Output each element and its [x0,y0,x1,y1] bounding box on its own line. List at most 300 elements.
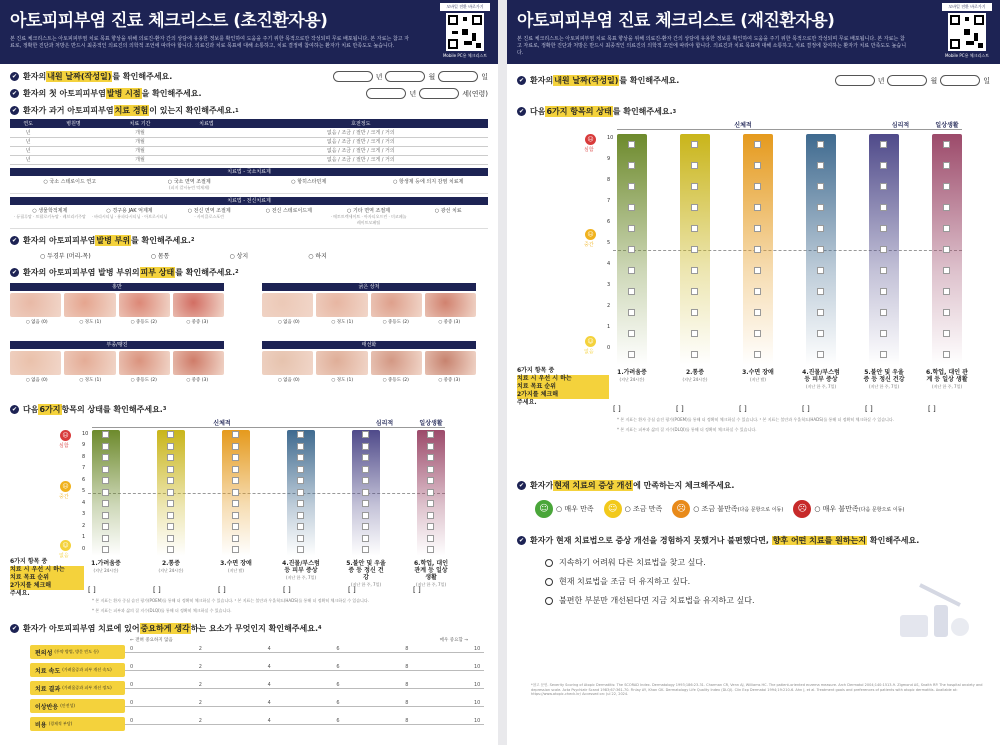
score-checkbox[interactable] [427,523,434,530]
severity-radio[interactable]: ○ 없음 (0) [277,377,300,383]
option-label: ○ 생물학적제제 [32,207,68,214]
scale-tick[interactable]: 2 [198,700,202,706]
score-checkbox[interactable] [232,431,239,438]
scale-tick[interactable]: 2 [198,646,202,652]
qr-block[interactable] [942,3,992,59]
score-checkbox[interactable] [628,204,635,211]
treatment-option[interactable] [10,178,130,191]
day-field[interactable] [940,75,980,86]
score-checkbox[interactable] [943,204,950,211]
scale-tick[interactable]: 0 [130,700,134,706]
score-checkbox[interactable] [362,535,369,542]
face-icon: ☺ [60,540,71,551]
treatment-option[interactable] [90,207,170,226]
score-checkbox[interactable] [628,288,635,295]
satisfaction-option[interactable] [535,500,594,518]
table-header: 병원명 [46,119,100,128]
score-checkbox[interactable] [427,535,434,542]
treatment-option[interactable] [130,178,250,191]
treatment-option[interactable] [10,207,90,226]
importance-row [30,645,484,660]
scale-tick[interactable]: 2 [198,682,202,688]
score-checkbox[interactable] [427,466,434,473]
score-checkbox[interactable] [167,523,174,530]
score-checkbox[interactable] [817,183,824,190]
table-cell[interactable] [46,146,100,155]
score-checkbox[interactable] [232,500,239,507]
score-checkbox[interactable] [943,351,950,358]
score-checkbox[interactable] [297,535,304,542]
score-checkbox[interactable] [691,162,698,169]
site-option[interactable]: ○ 상지 [229,252,249,260]
score-checkbox[interactable] [102,443,109,450]
score-checkbox[interactable] [817,246,824,253]
table-cell[interactable]: 년 [10,146,46,155]
score-checkbox[interactable] [232,443,239,450]
score-checkbox[interactable] [880,246,887,253]
importance-sub: (가려움증과 피부 개선 속도) [62,667,112,672]
score-checkbox[interactable] [232,489,239,496]
score-checkbox[interactable] [628,246,635,253]
severity-radio[interactable]: ○ 없음 (0) [25,319,48,325]
score-checkbox[interactable] [943,162,950,169]
score-checkbox[interactable] [817,351,824,358]
score-checkbox[interactable] [628,183,635,190]
importance-sub: (투약 방법, 방문 빈도 등) [54,649,99,654]
score-checkbox[interactable] [817,330,824,337]
score-checkbox[interactable] [817,288,824,295]
scale-tick[interactable]: 2 [198,664,202,670]
score-checkbox[interactable] [691,330,698,337]
unit-label: 월 [930,76,938,85]
importance-scale[interactable] [125,699,484,713]
table-cell[interactable]: 년 [10,137,46,146]
rank-line: 치료 시 우선 시 하는 [517,375,609,383]
severity-radio[interactable]: ○ 중등도 (2) [382,319,409,325]
severity-radio[interactable]: ○ 중등도 (2) [130,377,157,383]
score-checkbox[interactable] [817,225,824,232]
scale-tick[interactable]: 4 [267,718,271,724]
rank-bracket[interactable]: [ ] [739,405,747,413]
table-cell[interactable]: 없음 / 조금 / 절반 / 크게 / 거의 [234,137,488,146]
score-checkbox[interactable] [628,162,635,169]
score-checkbox[interactable] [232,535,239,542]
score-checkbox[interactable] [297,454,304,461]
severity-radio[interactable]: ○ 경도 (1) [79,319,102,325]
score-checkbox[interactable] [943,267,950,274]
category-daily: 일상생활 [419,419,443,427]
scale-label: 7 [82,465,86,471]
score-checkbox[interactable] [297,466,304,473]
score-checkbox[interactable] [628,330,635,337]
score-checkbox[interactable] [427,477,434,484]
scale-tick[interactable]: 10 [474,700,481,706]
table-cell[interactable] [179,155,233,164]
site-option[interactable]: ○ 하지 [308,252,327,260]
score-checkbox[interactable] [943,225,950,232]
table-row [10,146,488,155]
table-cell[interactable] [46,128,100,137]
score-checkbox[interactable] [427,454,434,461]
q-text: 이 있는지 확인해주세요. [149,106,236,115]
score-checkbox[interactable] [102,454,109,461]
scale-tick[interactable]: 8 [405,718,409,724]
score-checkbox[interactable] [232,546,239,553]
column-period: (지난 밤) [228,568,244,573]
unit-label: 년 [877,76,885,85]
score-checkbox[interactable] [943,183,950,190]
score-checkbox[interactable] [362,489,369,496]
treatment-option[interactable] [249,178,369,191]
score-checkbox[interactable] [754,141,761,148]
score-checkbox[interactable] [691,309,698,316]
option-sub: · 듀필루맙 · 트랄로키누맙 · 레브리키주맙 [13,213,86,219]
score-checkbox[interactable] [362,443,369,450]
severity-radio[interactable]: ○ 중증 (3) [438,319,461,325]
score-checkbox[interactable] [102,431,109,438]
table-cell[interactable] [179,137,233,146]
rank-bracket[interactable]: [ ] [613,405,621,413]
score-checkbox[interactable] [362,546,369,553]
score-checkbox[interactable] [628,267,635,274]
treatment-option[interactable] [169,207,249,226]
midline [613,250,962,251]
rank-bracket[interactable]: [ ] [802,405,810,413]
score-checkbox[interactable] [427,546,434,553]
score-checkbox[interactable] [880,183,887,190]
satisfaction-face-icon: ☺ [535,500,553,518]
site-option[interactable]: ○ 몸통 [150,252,170,260]
score-checkbox[interactable] [628,141,635,148]
scale-tick[interactable]: 0 [130,646,134,652]
scale-tick[interactable]: 6 [336,646,340,652]
score-checkbox[interactable] [817,267,824,274]
table-cell[interactable]: 년 [10,128,46,137]
scale-tick[interactable]: 6 [336,664,340,670]
scale-tick[interactable]: 10 [474,646,481,652]
score-checkbox[interactable] [427,512,434,519]
score-checkbox[interactable] [628,309,635,316]
score-checkbox[interactable] [691,246,698,253]
score-checkbox[interactable] [102,535,109,542]
importance-row [30,717,484,732]
score-checkbox[interactable] [167,431,174,438]
score-checkbox[interactable] [297,500,304,507]
rank-bracket[interactable]: [ ] [413,586,421,594]
score-checkbox[interactable] [754,309,761,316]
importance-name: 이상반응 [35,703,59,711]
rank-bracket[interactable]: [ ] [865,405,873,413]
score-checkbox[interactable] [297,546,304,553]
score-checkbox[interactable] [167,443,174,450]
score-checkbox[interactable] [427,489,434,496]
score-checkbox[interactable] [232,454,239,461]
score-checkbox[interactable] [817,309,824,316]
scale-tick[interactable]: 0 [130,718,134,724]
score-checkbox[interactable] [102,512,109,519]
radio-circle[interactable] [545,597,553,605]
score-checkbox[interactable] [817,141,824,148]
rank-line: 주세요. [517,399,537,406]
day-field[interactable] [438,71,478,82]
unit-label: 년 [409,89,417,98]
scale-tick[interactable]: 4 [267,700,271,706]
score-checkbox[interactable] [754,183,761,190]
option-label: ○ 경구용 JAK 억제제 [106,207,153,214]
onset-age-field[interactable] [419,88,459,99]
scale-tick[interactable]: 6 [336,682,340,688]
q-text: 다음 [23,404,39,414]
score-checkbox[interactable] [297,443,304,450]
score-checkbox[interactable] [167,454,174,461]
score-checkbox[interactable] [880,141,887,148]
rank-bracket[interactable]: [ ] [88,586,96,594]
score-checkbox[interactable] [691,141,698,148]
score-checkbox[interactable] [943,141,950,148]
score-checkbox[interactable] [628,351,635,358]
severity-radio[interactable]: ○ 중증 (3) [186,377,209,383]
score-checkbox[interactable] [943,330,950,337]
score-checkbox[interactable] [102,489,109,496]
score-checkbox[interactable] [691,267,698,274]
table-cell[interactable]: 년 [10,155,46,164]
score-checkbox[interactable] [943,309,950,316]
severity-radio[interactable]: ○ 중증 (3) [186,319,209,325]
scale-tick[interactable]: 0 [130,682,134,688]
score-checkbox[interactable] [362,466,369,473]
radio-circle[interactable] [545,559,553,567]
score-checkbox[interactable] [943,246,950,253]
score-checkbox[interactable] [754,246,761,253]
score-checkbox[interactable] [297,489,304,496]
face-label: 심함 [59,442,69,449]
score-checkbox[interactable] [817,162,824,169]
rank-bracket[interactable]: [ ] [676,405,684,413]
scale-line [125,688,484,689]
importance-scale[interactable] [125,663,484,677]
check-icon: ✔ [11,73,18,80]
satisfaction-option[interactable] [793,500,904,518]
score-checkbox[interactable] [880,330,887,337]
score-checkbox[interactable] [362,454,369,461]
table-cell[interactable]: 개월 [101,155,180,164]
skin-photo [316,351,367,375]
score-checkbox[interactable] [754,288,761,295]
column-period: (지난 밤) [750,377,766,382]
score-checkbox[interactable] [232,466,239,473]
importance-row [30,699,484,714]
score-checkbox[interactable] [880,309,887,316]
score-checkbox[interactable] [628,225,635,232]
check-icon: ✔ [11,236,18,244]
site-option[interactable]: ○ 두경부 (머리-목) [40,252,91,260]
q-text: 를 확인해주세요. [612,107,673,116]
score-checkbox[interactable] [817,204,824,211]
score-checkbox[interactable] [102,523,109,530]
severity-radio[interactable]: ○ 없음 (0) [277,319,300,325]
severity-radio[interactable]: ○ 경도 (1) [331,319,354,325]
treatment-option[interactable] [329,207,409,226]
score-checkbox[interactable] [362,523,369,530]
table-cell[interactable] [179,128,233,137]
score-checkbox[interactable] [691,351,698,358]
table-cell[interactable] [179,146,233,155]
score-checkbox[interactable] [167,477,174,484]
rank-bracket[interactable]: [ ] [218,586,226,594]
score-checkbox[interactable] [427,431,434,438]
scale-tick[interactable]: 10 [474,682,481,688]
score-checkbox[interactable] [167,466,174,473]
year-field[interactable] [333,71,373,82]
score-checkbox[interactable] [754,204,761,211]
severity-radio[interactable]: ○ 중등도 (2) [130,319,157,325]
score-checkbox[interactable] [362,500,369,507]
qr-code-icon[interactable] [446,13,484,51]
score-checkbox[interactable] [297,431,304,438]
qr-block[interactable] [440,3,490,59]
severity-radio[interactable]: ○ 없음 (0) [25,377,48,383]
score-checkbox[interactable] [362,431,369,438]
table-cell[interactable]: 개월 [101,137,180,146]
photo-labels [262,377,476,383]
radio-circle[interactable] [545,578,553,586]
column-label [216,560,256,574]
importance-scale[interactable] [125,717,484,731]
severity-radio[interactable]: ○ 중증 (3) [438,377,461,383]
satisfaction-option[interactable] [604,500,663,518]
table-cell[interactable]: 없음 / 조금 / 절반 / 크게 / 거의 [234,146,488,155]
score-checkbox[interactable] [102,477,109,484]
table-cell[interactable]: 없음 / 조금 / 절반 / 크게 / 거의 [234,128,488,137]
score-checkbox[interactable] [232,477,239,484]
score-checkbox[interactable] [754,267,761,274]
score-checkbox[interactable] [297,512,304,519]
onset-year-field[interactable] [366,88,406,99]
scale-tick[interactable]: 8 [405,700,409,706]
table-cell[interactable]: 없음 / 조금 / 절반 / 크게 / 거의 [234,155,488,164]
score-checkbox[interactable] [754,225,761,232]
scale-tick[interactable]: 4 [267,646,271,652]
severity-radio[interactable]: ○ 경도 (1) [331,377,354,383]
severity-radio[interactable]: ○ 경도 (1) [79,377,102,383]
scale-tick[interactable]: 4 [267,664,271,670]
score-checkbox[interactable] [691,183,698,190]
question-future [507,532,1000,549]
rank-bracket[interactable]: [ ] [348,586,356,594]
severity-radio[interactable]: ○ 중등도 (2) [382,377,409,383]
score-checkbox[interactable] [232,512,239,519]
scale-label: 10 [607,135,614,141]
score-checkbox[interactable] [691,204,698,211]
score-checkbox[interactable] [102,546,109,553]
score-checkbox[interactable] [691,225,698,232]
score-checkbox[interactable] [754,330,761,337]
importance-scale[interactable] [125,645,484,659]
scale-label: 5 [82,488,86,494]
qr-code-icon[interactable] [948,13,986,51]
score-checkbox[interactable] [754,351,761,358]
score-checkbox[interactable] [943,288,950,295]
header [0,0,498,64]
scale-tick[interactable]: 10 [474,718,481,724]
score-checkbox[interactable] [167,489,174,496]
score-checkbox[interactable] [880,225,887,232]
score-checkbox[interactable] [167,546,174,553]
score-checkbox[interactable] [102,466,109,473]
table-cell[interactable]: 개월 [101,146,180,155]
scale-tick[interactable]: 6 [336,718,340,724]
importance-scale[interactable] [125,681,484,695]
score-checkbox[interactable] [880,267,887,274]
q-text: 환자의 [530,76,554,85]
column-label [674,369,716,383]
score-checkbox[interactable] [297,523,304,530]
scale-tick[interactable]: 2 [198,718,202,724]
footnote-mark: 2 [235,269,239,275]
score-checkbox[interactable] [362,477,369,484]
scale-tick[interactable]: 10 [474,664,481,670]
column-label [346,560,386,588]
score-checkbox[interactable] [427,500,434,507]
systemic-options [10,205,488,229]
scale-tick[interactable]: 4 [267,682,271,688]
q-highlight: 피부 상태 [140,267,175,277]
score-checkbox[interactable] [362,512,369,519]
score-checkbox[interactable] [102,500,109,507]
treatment-option[interactable] [249,207,329,226]
score-checkbox[interactable] [880,288,887,295]
treatment-option[interactable] [408,207,488,226]
year-field[interactable] [835,75,875,86]
score-checkbox[interactable] [691,288,698,295]
skin-photo [425,351,476,375]
imp-left-label: ← 전혀 중요하지 않음 [130,637,173,643]
score-checkbox[interactable] [880,351,887,358]
future-option[interactable] [545,557,1000,568]
rank-bracket[interactable]: [ ] [283,586,291,594]
scale-tick[interactable]: 8 [405,682,409,688]
rank-bracket[interactable]: [ ] [153,586,161,594]
scale-tick[interactable]: 6 [336,700,340,706]
satisfaction-option[interactable] [672,500,783,518]
q-text: 환자의 [23,72,47,81]
month-field[interactable] [385,71,425,82]
importance-label [30,645,125,659]
scale-tick[interactable]: 0 [130,664,134,670]
column-label [611,369,653,383]
score-checkbox[interactable] [880,204,887,211]
scale-tick[interactable]: 8 [405,664,409,670]
table-cell[interactable]: 개월 [101,128,180,137]
option-label: ○ 기타 면역 조절제 [347,207,390,214]
column-label [411,560,451,588]
rank-instruction [517,367,609,407]
score-checkbox[interactable] [232,523,239,530]
table-cell[interactable] [46,137,100,146]
score-checkbox[interactable] [167,512,174,519]
score-checkbox[interactable] [754,162,761,169]
score-checkbox[interactable] [297,477,304,484]
score-checkbox[interactable] [167,500,174,507]
treatment-option[interactable] [369,178,489,191]
score-checkbox[interactable] [167,535,174,542]
month-field[interactable] [887,75,927,86]
score-checkbox[interactable] [427,443,434,450]
score-checkbox[interactable] [880,162,887,169]
scale-tick[interactable]: 8 [405,646,409,652]
table-cell[interactable] [46,155,100,164]
rank-bracket[interactable]: [ ] [928,405,936,413]
